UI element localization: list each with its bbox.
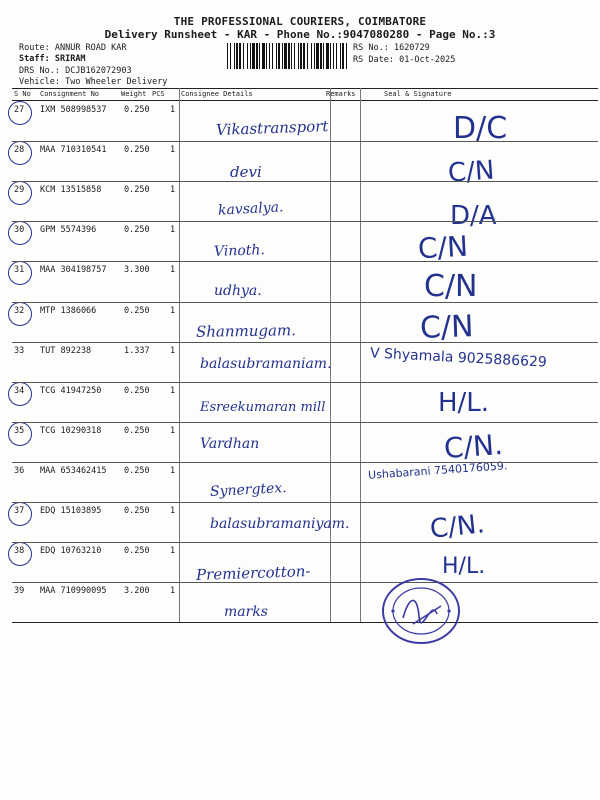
- row-sno-circle-mark: [8, 502, 32, 526]
- row-consignee-handwritten: Premiercotton-: [195, 562, 311, 585]
- barcode-bar: [300, 43, 302, 69]
- barcode-bar: [236, 43, 238, 69]
- row-consignment-no: TCG 41947250: [40, 385, 102, 396]
- barcode-bar: [266, 43, 267, 69]
- row-weight: 0.250: [124, 225, 150, 236]
- barcode-bar: [323, 43, 324, 69]
- row-divider: [12, 221, 598, 222]
- row-sno-circle-mark: [8, 221, 32, 245]
- row-consignment-no: MAA 304198757: [40, 265, 107, 276]
- row-pcs: 1: [170, 105, 176, 115]
- receiver-seal-stamp: [379, 576, 463, 646]
- staff-label: Staff:: [19, 54, 50, 64]
- row-pcs: 1: [170, 185, 176, 196]
- barcode-bar: [250, 43, 251, 69]
- col-header-consignee: Consignee Details: [181, 90, 253, 98]
- barcode-bar: [269, 43, 270, 69]
- row-weight: 3.300: [124, 265, 150, 276]
- rs-number-value: 1620729: [393, 43, 430, 53]
- barcode-bar: [230, 43, 231, 69]
- row-consignment-no: KCM 13515858: [40, 185, 102, 196]
- header-top-rule: [12, 88, 598, 89]
- row-consignee-handwritten: Vikastransport: [215, 117, 329, 139]
- row-signature-handwritten: H/L.: [442, 554, 486, 580]
- col-header-seal: Seal & Signature: [384, 90, 452, 98]
- row-divider: [12, 382, 598, 383]
- col-header-sno: S No: [14, 90, 31, 98]
- row-consignee-handwritten: devi: [230, 163, 262, 182]
- runsheet-subtitle: Delivery Runsheet - KAR - Phone No.:9047080280 - Page No.:3: [104, 28, 496, 41]
- row-sno: 30: [14, 225, 25, 236]
- row-weight: 0.250: [124, 465, 150, 476]
- barcode-bar: [326, 43, 329, 69]
- row-pcs: 1: [170, 305, 176, 316]
- row-sno-circle-mark: [8, 422, 32, 446]
- row-pcs: 1: [170, 425, 176, 436]
- row-weight: 0.250: [124, 385, 150, 396]
- row-pcs: 1: [170, 546, 176, 557]
- row-sno-circle-mark: [8, 261, 32, 285]
- row-sno: 32: [14, 305, 25, 316]
- row-pcs: 1: [170, 586, 176, 597]
- row-weight: 0.250: [124, 185, 150, 196]
- row-consignment-no: TUT 892238: [40, 345, 92, 356]
- row-sno: 31: [14, 265, 25, 276]
- row-weight: 0.250: [124, 425, 150, 436]
- row-sno-circle-mark: [8, 542, 32, 566]
- col-header-pcs: PCS: [152, 90, 165, 98]
- row-signature-handwritten: C/N: [424, 269, 478, 305]
- vehicle-line: [19, 77, 167, 87]
- barcode-bar: [316, 43, 319, 69]
- row-sno: 36: [14, 465, 25, 476]
- row-sno: 27: [14, 105, 25, 115]
- row-signature-handwritten: Ushabarani 7540176059.: [367, 459, 508, 482]
- route-label: Route:: [19, 43, 50, 53]
- barcode-bar: [256, 43, 258, 69]
- row-consignee-handwritten: Vinoth.: [213, 242, 266, 261]
- row-weight: 1.337: [124, 345, 150, 356]
- barcode-bar: [333, 43, 334, 69]
- row-pcs: 1: [170, 145, 176, 156]
- table-bottom-rule: [12, 622, 598, 623]
- barcode-bar: [342, 43, 344, 69]
- row-consignment-no: GPM 5574396: [40, 225, 97, 236]
- barcode-bar: [288, 43, 290, 69]
- barcode-bar: [259, 43, 260, 69]
- row-consignee-handwritten: Esreekumaran mill: [200, 399, 326, 415]
- row-consignee-handwritten: balasubramaniyam.: [210, 516, 350, 532]
- row-sno: 28: [14, 145, 25, 156]
- row-pcs: 1: [170, 506, 176, 516]
- rs-date-line: [353, 55, 455, 65]
- row-sno: 34: [14, 385, 25, 396]
- barcode-bar: [346, 43, 347, 69]
- row-weight: 0.250: [124, 305, 150, 316]
- row-signature-handwritten: C/N: [447, 155, 496, 189]
- barcode-bar: [234, 43, 235, 69]
- row-pcs: 1: [170, 345, 176, 356]
- barcode-bar: [276, 43, 277, 69]
- row-sno: 37: [14, 506, 25, 516]
- row-weight: 0.250: [124, 546, 150, 557]
- barcode-bar: [340, 43, 341, 69]
- row-signature-handwritten: H/L.: [438, 387, 490, 418]
- staff-line: [19, 54, 86, 64]
- row-weight: 0.250: [124, 506, 150, 516]
- row-sno-circle-mark: [8, 181, 32, 205]
- staff-value: SRIRAM: [54, 54, 86, 64]
- row-weight: 0.250: [124, 105, 150, 115]
- vehicle-value: Two Wheeler Delivery: [65, 77, 168, 87]
- row-signature-handwritten: C/N: [419, 308, 475, 346]
- drs-line: [19, 66, 132, 76]
- row-sno: 39: [14, 586, 25, 597]
- rs-date-value: 01-Oct-2025: [399, 55, 456, 65]
- row-consignment-no: MAA 710990095: [40, 586, 107, 597]
- row-divider: [12, 542, 598, 543]
- row-weight: 3.200: [124, 586, 150, 597]
- barcode-bar: [314, 43, 315, 69]
- row-consignee-handwritten: Vardhan: [200, 435, 260, 452]
- col-header-consignment: Consignment No: [40, 90, 100, 98]
- col-header-weight: Weight: [121, 90, 147, 98]
- barcode-bar: [284, 43, 287, 69]
- row-sno: 33: [14, 345, 25, 356]
- barcode-bar: [291, 43, 292, 69]
- drs-value: DCJB162072903: [65, 66, 132, 76]
- row-consignee-handwritten: balasubramaniam.: [200, 355, 332, 372]
- row-pcs: 1: [170, 385, 176, 396]
- row-signature-handwritten: C/N.: [442, 427, 504, 465]
- row-divider: [12, 462, 598, 463]
- barcode-bar: [311, 43, 312, 69]
- row-sno-circle-mark: [8, 382, 32, 406]
- barcode: [227, 43, 349, 69]
- row-consignment-no: MAA 653462415: [40, 465, 107, 476]
- row-signature-handwritten: C/N: [417, 230, 469, 266]
- row-divider: [12, 422, 598, 423]
- vehicle-label: Vehicle:: [19, 77, 60, 87]
- row-consignment-no: TCG 10290318: [40, 425, 102, 436]
- row-consignment-no: EDQ 15103895: [40, 506, 102, 516]
- barcode-bar: [262, 43, 265, 69]
- row-signature-handwritten: D/A: [450, 201, 497, 232]
- row-sno-circle-mark: [8, 302, 32, 326]
- barcode-bar: [252, 43, 255, 69]
- route-value: ANNUR ROAD KAR: [54, 43, 127, 53]
- row-divider: [12, 582, 598, 583]
- row-pcs: 1: [170, 225, 176, 236]
- row-signature-handwritten: C/N.: [428, 509, 487, 545]
- row-divider: [12, 342, 598, 343]
- row-consignee-handwritten: Synergtex.: [209, 479, 288, 500]
- barcode-bar: [227, 43, 228, 69]
- row-consignee-handwritten: kavsalya.: [217, 199, 284, 219]
- row-divider: [12, 181, 598, 182]
- row-divider: [12, 261, 598, 262]
- row-pcs: 1: [170, 465, 176, 476]
- row-sno-circle-mark: [8, 141, 32, 165]
- barcode-bar: [239, 43, 241, 69]
- barcode-bar: [336, 43, 337, 69]
- row-sno: 38: [14, 546, 25, 557]
- row-consignment-no: EDQ 10763210: [40, 546, 102, 557]
- rs-date-label: RS Date:: [353, 55, 394, 65]
- row-consignee-handwritten: Shanmugam.: [195, 320, 297, 341]
- barcode-bar: [278, 43, 280, 69]
- barcode-bar: [243, 43, 244, 69]
- row-sno: 35: [14, 425, 25, 436]
- route-line: [19, 43, 127, 53]
- barcode-bar: [298, 43, 299, 69]
- row-divider: [12, 502, 598, 503]
- barcode-bar: [294, 43, 295, 69]
- row-signature-handwritten: D/C: [453, 111, 508, 146]
- row-divider: [12, 302, 598, 303]
- barcode-bar: [320, 43, 322, 69]
- rs-number-label: RS No.:: [353, 43, 389, 53]
- rs-number-line: [353, 43, 430, 53]
- barcode-bar: [247, 43, 248, 69]
- row-consignment-no: IXM 508998537: [40, 105, 107, 115]
- row-consignment-no: MAA 710310541: [40, 145, 107, 156]
- row-consignee-handwritten: udhya.: [214, 283, 262, 300]
- row-sno: 29: [14, 185, 25, 196]
- row-consignment-no: MTP 1386066: [40, 305, 97, 316]
- row-sno-circle-mark: [8, 101, 32, 125]
- header-bottom-rule: [12, 100, 598, 101]
- barcode-bar: [303, 43, 305, 69]
- company-name: THE PROFESSIONAL COURIERS, COIMBATORE: [173, 15, 427, 28]
- row-divider: [12, 141, 598, 142]
- col-header-remarks: Remarks: [326, 90, 356, 98]
- barcode-bar: [330, 43, 331, 69]
- row-weight: 0.250: [124, 145, 150, 156]
- row-consignee-handwritten: marks: [224, 604, 268, 621]
- row-pcs: 1: [170, 265, 176, 276]
- drs-label: DRS No.:: [19, 66, 60, 76]
- barcode-bar: [272, 43, 273, 69]
- barcode-bar: [307, 43, 308, 69]
- barcode-bar: [282, 43, 283, 69]
- row-signature-handwritten: V Shyamala 9025886629: [369, 344, 548, 371]
